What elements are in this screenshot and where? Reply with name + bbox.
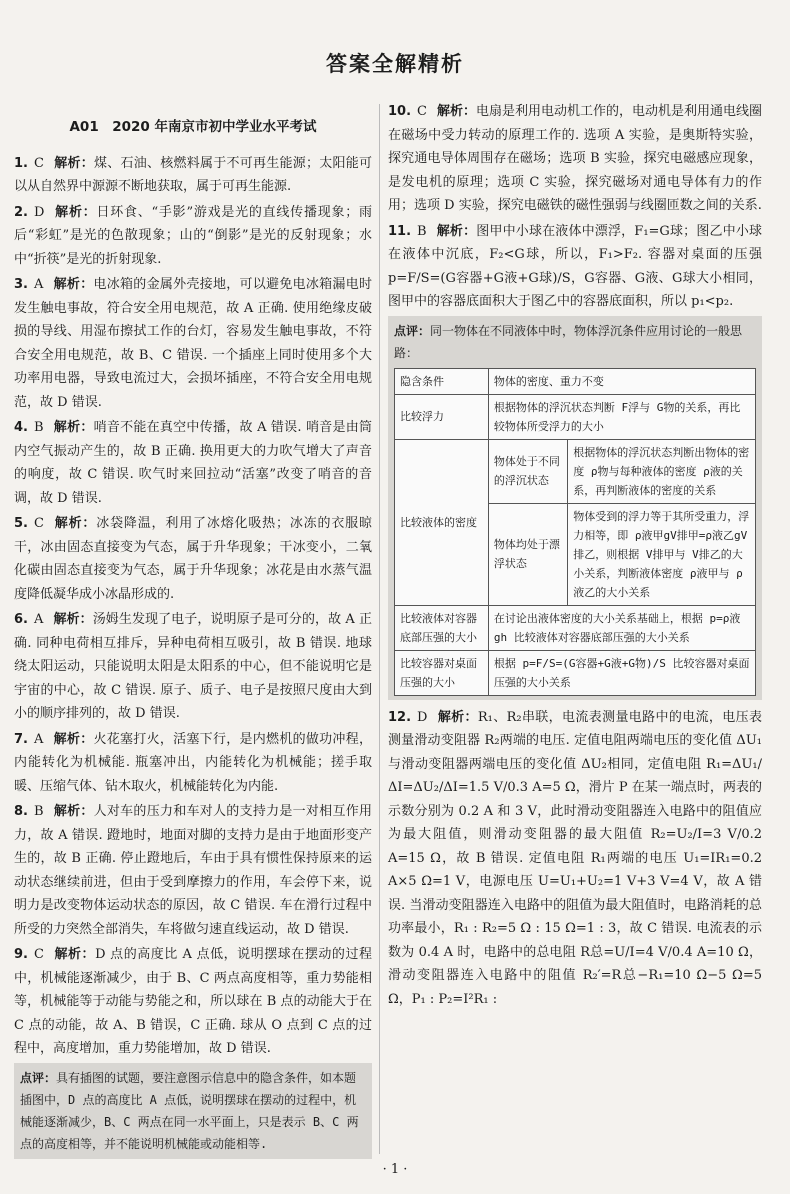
right-item-list	[388, 100, 762, 314]
item-text: 电冰箱的金属外壳接地，可以避免电冰箱漏电时发生触电事故，符合安全用电规范，故 A 正确. 使用绝缘皮破损的导线、用湿布擦拭工作的台灯，容易发生触电事故，不符合安全用电规范，故 B、C 错误. 一个插座上同时使用多个大功率用电器，导致电流过大，会损坏插座，不符合安全用电规范，故 D 错误.	[14, 277, 372, 410]
column-divider	[379, 104, 380, 1154]
item-number: 3.	[14, 277, 28, 292]
page-title: 答案全解精析	[326, 52, 464, 76]
answer-item	[14, 800, 372, 941]
item-text: 电扇是利用电动机工作的，电动机是利用通电线圈在磁场中受力转动的原理工作的. 选项 A 实验，是奥斯特实验，探究通电导体周围存在磁场；选项 B 实验，探究电磁感应现象，是发电机的原理；选项 C 实验，探究磁场对通电导体有力的作用；选项 D 实验，探究电磁铁的磁性强弱与线圈匝数之间的关系.	[388, 104, 763, 213]
comment-box-11	[388, 316, 762, 700]
analysis-tag: 解析：	[53, 804, 94, 819]
item-answer: C	[33, 155, 44, 171]
analysis-tag: 解析：	[53, 947, 96, 962]
analysis-tag: 解析：	[53, 277, 94, 292]
item-answer: C	[417, 104, 427, 119]
left-column	[14, 100, 372, 1163]
table-cell: 根据 p=F/S=(G容器+G液+G物)/S 比较容器对桌面压强的大小关系	[488, 650, 755, 695]
table-row	[395, 439, 756, 503]
item-text: 火花塞打火，活塞下行，是内燃机的做功冲程，内能转化为机械能. 瓶塞冲出，内能转化为机械能；搓手取暖、压缩气体、钻木取火，机械能转化为内能.	[14, 731, 372, 794]
item-number: 2.	[14, 204, 28, 220]
comment-tag: 点评：	[394, 323, 431, 338]
item-answer: C	[33, 947, 44, 962]
answer-item	[14, 201, 372, 272]
left-item-list	[14, 152, 372, 1061]
item-answer: B	[33, 804, 44, 819]
item-number: 12.	[388, 709, 412, 725]
table-cell: 比较液体对容器底部压强的大小	[395, 605, 489, 650]
analysis-tag: 解析：	[53, 516, 97, 531]
analysis-tag: 解析：	[436, 223, 477, 239]
analysis-tag: 解析：	[53, 731, 94, 747]
analysis-tag: 解析：	[437, 709, 478, 725]
table-cell: 根据物体的浮沉状态判断 F浮与 G物的关系，再比较物体所受浮力的大小	[488, 394, 755, 439]
item-text: 汤姆生发现了电子，说明原子是可分的，故 A 正确. 同种电荷相互排斥，异种电荷相互吸引，故 B 错误. 地球绕太阳运动，只能说明太阳是太阳系的中心，但不能说明它是宇宙的中心，故 C 错误. 原子、质子、电子是按照尺度由大到小的顺序排列的，故 D 错误.	[14, 612, 372, 721]
item-answer: D	[417, 709, 428, 725]
item-text: 煤、石油、核燃料属于不可再生能源；太阳能可以从自然界中源源不断地获取，属于可再生能源.	[14, 155, 372, 194]
answer-item	[14, 728, 372, 799]
item-text: 图甲中小球在液体中漂浮，F₁=G球；图乙中小球在液体中沉底，F₂<G球，所以，F₁>F₂. 容器对桌面的压强 p=F/S=(G容器+G液+G球)/S，G容器、G液、G球大小相同，图甲中的容器底面积大于图乙中的容器底面积，所以 p₁<p₂.	[388, 223, 762, 309]
comment-box-9	[14, 1063, 372, 1159]
comment-text: 同一物体在不同液体中时，物体浮沉条件应用讨论的一般思路：	[394, 323, 743, 360]
item-answer: B	[33, 420, 44, 435]
answer-item	[14, 608, 372, 726]
item-text: 日环食、“手影”游戏是光的直线传播现象；雨后“彩虹”是光的色散现象；山的“倒影”是光的反射现象；水中“折筷”是光的折射现象.	[14, 204, 372, 267]
table-cell: 比较容器对桌面压强的大小	[395, 650, 489, 695]
table-cell: 比较液体的密度	[395, 439, 489, 605]
item-text: 人对车的压力和车对人的支持力是一对相互作用力，故 A 错误. 蹬地时，地面对脚的支持力是由于地面形变产生的，故 B 正确. 停止蹬地后，车由于具有惯性保持原来的运动状态继续前进，但由于受到摩擦力的作用，车会停下来，说明力是改变物体运动状态的原因，故 C 错误. 车在滑行过程中所受的力突然全部消失，车将做匀速直线运动，故 D 错误.	[14, 804, 372, 937]
table-cell: 物体处于不同的浮沉状态	[488, 439, 567, 503]
answer-item	[14, 512, 372, 606]
table-cell: 物体均处于漂浮状态	[488, 503, 567, 605]
item-text: D 点的高度比 A 点低，说明摆球在摆动的过程中，机械能逐渐减少，由于 B、C 两点高度相等，重力势能相等，机械能等于动能与势能之和，所以球在 B 点的动能大于在 C 点的动能，故 A、B 错误，C 正确. 球从 O 点到 C 点的过程中，高度增加，重力势能增加，故 D 错误.	[14, 947, 372, 1056]
item-number: 9.	[14, 947, 28, 962]
table-row	[395, 605, 756, 650]
item-number: 10.	[388, 104, 412, 119]
answer-item	[14, 273, 372, 414]
item-answer: B	[417, 223, 427, 239]
table-row	[395, 394, 756, 439]
analysis-tag: 解析：	[53, 155, 94, 171]
answer-item-12	[388, 706, 762, 1012]
section-title: A01 2020 年南京市初中学业水平考试	[69, 119, 317, 135]
comment-tag: 点评：	[20, 1070, 57, 1085]
item-number: 4.	[14, 420, 28, 435]
item-number: 6.	[14, 612, 28, 627]
answer-item	[14, 152, 372, 199]
table-cell: 隐含条件	[395, 368, 489, 394]
table-cell: 比较浮力	[395, 394, 489, 439]
table-cell: 物体的密度、重力不变	[488, 368, 755, 394]
item-answer: C	[33, 516, 44, 531]
analysis-tag: 解析：	[54, 204, 97, 220]
item-answer: D	[33, 204, 45, 220]
analysis-tag: 解析：	[53, 420, 94, 435]
item-answer: A	[33, 731, 44, 747]
item-number: 5.	[14, 516, 28, 531]
item-text: R₁、R₂串联，电流表测量电路中的电流，电压表测量滑动变阻器 R₂两端的电压. 定值电阻两端电压的变化值 ΔU₁与滑动变阻器两端电压的变化值 ΔU₂相同，定值电阻 R₁=ΔU₁/ΔI=ΔU₂/ΔI=1.5 V/0.3 A=5 Ω，滑片 P 在某一端点时，两表的示数分别为 0.2 A 和 3 V，此时滑动变阻器连入电路中的阻值应为最大阻值，则滑动变阻器的最大阻值 R₂=U₂/I=3 V/0.2 A=15 Ω，故 B 错误. 定值电阻 R₁两端的电压 U₁=IR₁=0.2 A×5 Ω=1 V，电源电压 U=U₁+U₂=1 V+3 V=4 V，故 A 错误. 当滑动变阻器连入电路中的阻值为最大阻值时，电路消耗的总功率最小，R₁ : R₂=5 Ω : 15 Ω=1 : 3，故 C 错误. 电流表的示数为 0.4 A 时，电路中的总电阻 R总=U/I=4 V/0.4 A=10 Ω，滑动变阻器连入电路中的阻值 R₂′=R总−R₁=10 Ω−5 Ω=5 Ω，P₁ : P₂=I²R₁ :	[388, 709, 762, 1007]
buoyancy-tips-table	[394, 368, 756, 696]
item-number: 8.	[14, 804, 28, 819]
table-cell: 根据物体的浮沉状态判断出物体的密度 ρ物与每种液体的密度 ρ液的关系，再判断液体的密度的关系	[568, 439, 756, 503]
table-row	[395, 650, 756, 695]
item-text: 哨音不能在真空中传播，故 A 错误. 哨音是由筒内空气振动产生的，故 B 正确. 换用更大的力吹气增大了声音的响度，故 C 错误. 吹气时来回拉动“活塞”改变了哨音的音调，故 D 错误.	[14, 420, 372, 506]
item-answer: A	[33, 612, 44, 627]
analysis-tag: 解析：	[436, 104, 476, 119]
item-number: 1.	[14, 155, 28, 171]
answer-item	[388, 220, 762, 314]
answer-item	[14, 416, 372, 510]
right-column	[388, 100, 762, 1013]
item-text: 冰袋降温，利用了冰熔化吸热；冰冻的衣服晾干，冰由固态直接变为气态，属于升华现象；干冰变小，二氧化碳由固态直接变为气态，属于升华现象；冰花是由水蒸气温度降低凝华成小冰晶形成的.	[14, 516, 372, 602]
item-number: 11.	[388, 223, 412, 239]
answer-item	[14, 943, 372, 1061]
table-cell: 物体受到的浮力等于其所受重力，浮力相等，即 ρ液甲gV排甲=ρ液乙gV排乙，则根据 V排甲与 V排乙的大小关系，判断液体密度 ρ液甲与 ρ液乙的大小关系	[568, 503, 756, 605]
page-number: · 1 ·	[382, 1162, 408, 1177]
item-answer: A	[33, 277, 44, 292]
answer-item	[388, 100, 762, 218]
item-number: 7.	[14, 731, 28, 747]
analysis-tag: 解析：	[53, 612, 93, 627]
table-cell: 在讨论出液体密度的大小关系基础上，根据 p=ρ液gh 比较液体对容器底部压强的大小关系	[488, 605, 755, 650]
table-row	[395, 368, 756, 394]
comment-text: 具有插图的试题，要注意图示信息中的隐含条件，如本题插图中，D 点的高度比 A 点低，说明摆球在摆动的过程中，机械能逐渐减少，B、C 两点在同一水平面上，只是表示 B、C 两点的高度相等，并不能说明机械能或动能相等.	[20, 1070, 359, 1151]
